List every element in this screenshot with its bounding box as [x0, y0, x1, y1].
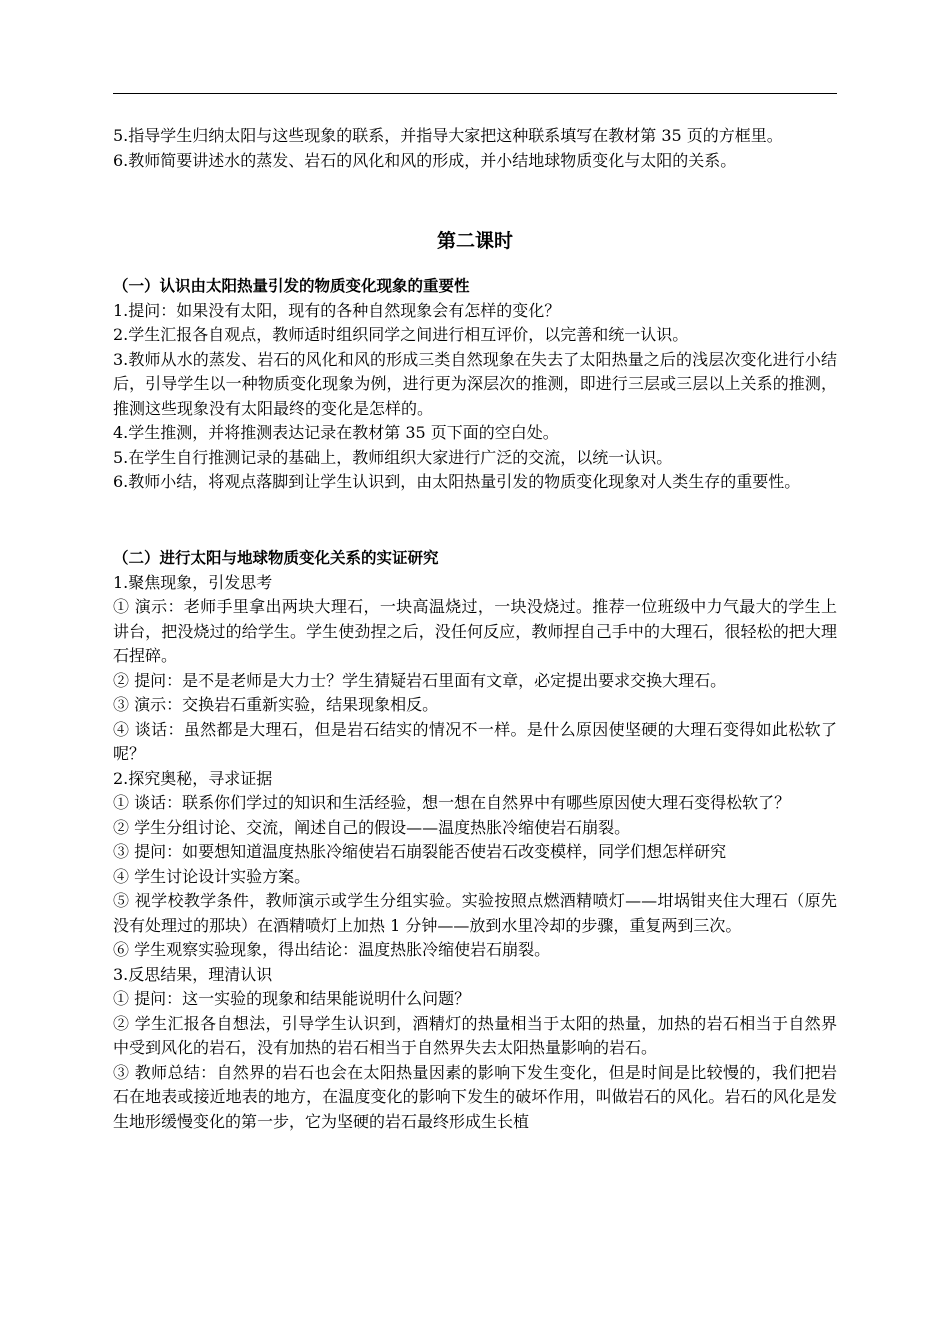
paragraph: 6.教师简要讲述水的蒸发、岩石的风化和风的形成，并小结地球物质变化与太阳的关系。 [113, 150, 737, 170]
paragraph: 2.探究奥秘，寻求证据 [113, 768, 273, 788]
header-rule [113, 93, 837, 94]
paragraph: 1.提问：如果没有太阳，现有的各种自然现象会有怎样的变化？ [113, 300, 561, 320]
intro-block [113, 124, 837, 173]
paragraph: ⑤ 视学校教学条件，教师演示或学生分组实验。实验按照点燃酒精喷灯——坩埚钳夹住大理石（原先没有处理过的那块）在酒精喷灯上加热 1 分钟——放到水里冷却的步骤，重复两到三次。 [113, 891, 837, 935]
paragraph: 2.学生汇报各自观点，教师适时组织同学之间进行相互评价，以完善和统一认识。 [113, 325, 689, 344]
paragraph: ④ 谈话：虽然都是大理石，但是岩石结实的情况不一样。是什么原因使坚硬的大理石变得如此松软了呢？ [113, 719, 837, 763]
paragraph: ③ 教师总结：自然界的岩石也会在太阳热量因素的影响下发生变化，但是时间是比较慢的，我们把岩石在地表或接近地表的地方，在温度变化的影响下发生的破坏作用，叫做岩石的风化。岩石的风化是发生地形缓慢变化的第一步，它为坚硬的岩石最终形成生长植 [113, 1062, 837, 1131]
paragraph: ③ 演示：交换岩石重新实验，结果现象相反。 [113, 695, 439, 714]
paragraph: ② 学生汇报各自想法，引导学生认识到，酒精灯的热量相当于太阳的热量，加热的岩石相当于自然界中受到风化的岩石，没有加热的岩石相当于自然界失去太阳热量影响的岩石。 [113, 1013, 837, 1057]
paragraph: ④ 学生讨论设计实验方案。 [113, 866, 311, 886]
paragraph: ① 演示：老师手里拿出两块大理石，一块高温烧过，一块没烧过。推荐一位班级中力气最大的学生上讲台，把没烧过的给学生。学生使劲捏之后，没任何反应，教师捏自己手中的大理石，很轻松的把大理石捏碎。 [113, 597, 837, 665]
paragraph: ⑥ 学生观察实验现象，得出结论：温度热胀冷缩使岩石崩裂。 [113, 940, 551, 959]
paragraph: ② 提问：是不是老师是大力士？学生猜疑岩石里面有文章，必定提出要求交换大理石。 [113, 670, 727, 690]
paragraph: 3.反思结果，理清认识 [113, 964, 273, 984]
lesson-title: 第二课时 [436, 230, 513, 252]
paragraph: 1.聚焦现象，引发思考 [113, 572, 273, 592]
section-heading: （二）进行太阳与地球物质变化关系的实证研究 [113, 549, 439, 567]
paragraph: 6.教师小结，将观点落脚到让学生认识到，由太阳热量引发的物质变化现象对人类生存的重要性。 [113, 472, 801, 491]
paragraph: 5.指导学生归纳太阳与这些现象的联系，并指导大家把这种联系填写在教材第 35 页的方框里。 [113, 126, 783, 145]
section-2 [113, 546, 837, 1134]
paragraph: 4.学生推测，并将推测表达记录在教材第 35 页下面的空白处。 [113, 423, 559, 442]
paragraph: ① 提问：这一实验的现象和结果能说明什么问题？ [113, 989, 471, 1008]
paragraph: ③ 提问：如要想知道温度热胀冷缩使岩石崩裂能否使岩石改变模样，同学们想怎样研究 [113, 842, 727, 861]
section-heading: （一）认识由太阳热量引发的物质变化现象的重要性 [113, 277, 470, 295]
section-1 [113, 274, 837, 495]
paragraph: ② 学生分组讨论、交流，阐述自己的假设——温度热胀冷缩使岩石崩裂。 [113, 817, 631, 837]
paragraph: 5.在学生自行推测记录的基础上，教师组织大家进行广泛的交流，以统一认识。 [113, 447, 673, 467]
paragraph: ① 谈话：联系你们学过的知识和生活经验，想一想在自然界中有哪些原因使大理石变得松软了？ [113, 793, 791, 812]
paragraph: 3.教师从水的蒸发、岩石的风化和风的形成三类自然现象在失去了太阳热量之后的浅层次变化进行小结后，引导学生以一种物质变化现象为例，进行更为深层次的推测，即进行三层或三层以上关系的推测，推测这些现象没有太阳最终的变化是怎样的。 [113, 349, 837, 418]
